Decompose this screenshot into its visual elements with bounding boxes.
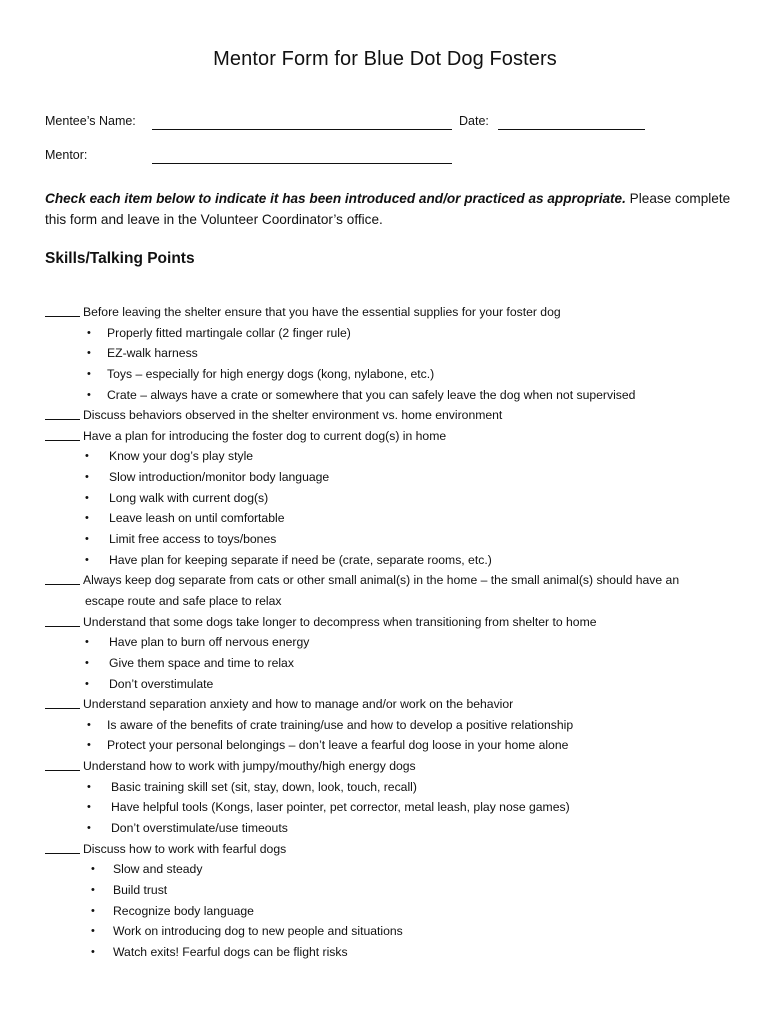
- bullet-icon: •: [91, 883, 95, 896]
- checkbox-blank[interactable]: [45, 708, 80, 709]
- item-text: Don’t overstimulate: [109, 676, 214, 691]
- item-text: Limit free access to toys/bones: [109, 532, 277, 547]
- bullet-item: [0, 467, 770, 488]
- bullet-icon: •: [87, 718, 91, 731]
- bullet-icon: •: [85, 450, 89, 463]
- item-text: Crate – always have a crate or somewhere that you can safely leave the dog when not supervised: [107, 387, 636, 402]
- item-text: Basic training skill set (sit, stay, down, look, touch, recall): [111, 779, 417, 794]
- bullet-icon: •: [87, 388, 91, 401]
- instructions-rest: Please complete this form and leave in the Volunteer Coordinator’s office.: [45, 191, 731, 227]
- bullet-icon: •: [87, 822, 91, 835]
- mentor-field[interactable]: [152, 163, 452, 164]
- instructions-paragraph: [45, 188, 735, 230]
- item-text: Is aware of the benefits of crate training/use and how to develop a positive relationship: [107, 717, 574, 732]
- item-text: Leave leash on until comfortable: [109, 511, 285, 526]
- item-text: escape route and safe place to relax: [85, 593, 282, 608]
- checkbox-blank[interactable]: [45, 626, 80, 627]
- bullet-icon: •: [87, 780, 91, 793]
- bullet-icon: •: [87, 801, 91, 814]
- bullet-icon: •: [87, 347, 91, 360]
- item-text: Have helpful tools (Kongs, laser pointer, pet corrector, metal leash, play nose games): [111, 800, 570, 815]
- checklist-item: [0, 839, 770, 860]
- bullet-icon: •: [85, 677, 89, 690]
- checklist-item: [0, 570, 770, 591]
- mentee-name-field[interactable]: [152, 129, 452, 130]
- item-text: Have a plan for introducing the foster dog to current dog(s) in home: [83, 428, 447, 443]
- instructions-emphasis: Check each item below to indicate it has been introduced and/or practiced as appropriate.: [45, 191, 626, 206]
- bullet-icon: •: [85, 533, 89, 546]
- bullet-icon: •: [85, 636, 89, 649]
- checklist-item: [0, 756, 770, 777]
- bullet-icon: •: [87, 739, 91, 752]
- item-text: Have plan for keeping separate if need be (crate, separate rooms, etc.): [109, 552, 492, 567]
- item-text: Give them space and time to relax: [109, 655, 294, 670]
- item-text: EZ-walk harness: [107, 346, 198, 361]
- mentee-name-label: Mentee’s Name:: [45, 114, 136, 128]
- checklist-item: [0, 405, 770, 426]
- bullet-item: [0, 674, 770, 695]
- bullet-item: [0, 323, 770, 344]
- bullet-item: [0, 653, 770, 674]
- checkbox-blank[interactable]: [45, 770, 80, 771]
- bullet-icon: •: [91, 863, 95, 876]
- bullet-item: [0, 343, 770, 364]
- item-text: Work on introducing dog to new people and situations: [113, 924, 403, 939]
- item-text: Understand how to work with jumpy/mouthy/high energy dogs: [83, 759, 416, 774]
- checklist-item-continuation: [0, 591, 770, 612]
- bullet-item: [0, 446, 770, 467]
- checklist: [0, 302, 770, 963]
- bullet-icon: •: [85, 471, 89, 484]
- bullet-icon: •: [87, 326, 91, 339]
- checkbox-blank[interactable]: [45, 419, 80, 420]
- bullet-item: [0, 859, 770, 880]
- item-text: Always keep dog separate from cats or other small animal(s) in the home – the small animal(s) should have an: [83, 573, 680, 588]
- bullet-icon: •: [85, 656, 89, 669]
- item-text: Toys – especially for high energy dogs (kong, nylabone, etc.): [107, 366, 435, 381]
- item-text: Properly fitted martingale collar (2 finger rule): [107, 325, 351, 340]
- item-text: Understand separation anxiety and how to manage and/or work on the behavior: [83, 697, 514, 712]
- checkbox-blank[interactable]: [45, 584, 80, 585]
- bullet-icon: •: [91, 925, 95, 938]
- checklist-item: [0, 612, 770, 633]
- date-field[interactable]: [498, 129, 645, 130]
- bullet-icon: •: [85, 553, 89, 566]
- bullet-item: [0, 797, 770, 818]
- mentor-label: Mentor:: [45, 148, 88, 162]
- section-heading: Skills/Talking Points: [45, 250, 195, 267]
- item-text: Before leaving the shelter ensure that you have the essential supplies for your foster dog: [83, 305, 561, 319]
- bullet-item: [0, 364, 770, 385]
- item-text: Long walk with current dog(s): [109, 490, 269, 505]
- item-text: Don’t overstimulate/use timeouts: [111, 821, 288, 836]
- bullet-item: [0, 550, 770, 571]
- checkbox-blank[interactable]: [45, 853, 80, 854]
- bullet-item: [0, 735, 770, 756]
- bullet-icon: •: [85, 512, 89, 525]
- bullet-item: [0, 818, 770, 839]
- bullet-icon: •: [91, 945, 95, 958]
- item-text: Watch exits! Fearful dogs can be flight risks: [113, 944, 348, 959]
- bullet-item: [0, 385, 770, 406]
- item-text: Slow introduction/monitor body language: [109, 470, 330, 485]
- bullet-item: [0, 632, 770, 653]
- item-text: Understand that some dogs take longer to decompress when transitioning from shelter to home: [83, 614, 597, 629]
- checklist-item: [0, 426, 770, 447]
- bullet-icon: •: [87, 367, 91, 380]
- item-text: Recognize body language: [113, 903, 254, 918]
- bullet-item: [0, 880, 770, 901]
- item-text: Slow and steady: [113, 862, 203, 877]
- bullet-item: [0, 921, 770, 942]
- bullet-item: [0, 715, 770, 736]
- date-label: Date:: [459, 114, 489, 128]
- item-text: Discuss how to work with fearful dogs: [83, 841, 287, 856]
- checkbox-blank[interactable]: [45, 316, 80, 317]
- bullet-item: [0, 942, 770, 963]
- form-title: Mentor Form for Blue Dot Dog Fosters: [213, 48, 557, 70]
- item-text: Have plan to burn off nervous energy: [109, 635, 310, 650]
- bullet-item: [0, 777, 770, 798]
- bullet-item: [0, 529, 770, 550]
- item-text: Build trust: [113, 882, 168, 897]
- checklist-item: [0, 302, 770, 323]
- bullet-icon: •: [91, 904, 95, 917]
- item-text: Protect your personal belongings – don’t leave a fearful dog loose in your home alone: [107, 738, 569, 753]
- bullet-item: [0, 508, 770, 529]
- bullet-item: [0, 901, 770, 922]
- item-text: Know your dog’s play style: [109, 449, 254, 464]
- bullet-icon: •: [85, 491, 89, 504]
- checklist-item: [0, 694, 770, 715]
- item-text: Discuss behaviors observed in the shelter environment vs. home environment: [83, 408, 503, 423]
- bullet-item: [0, 488, 770, 509]
- checkbox-blank[interactable]: [45, 440, 80, 441]
